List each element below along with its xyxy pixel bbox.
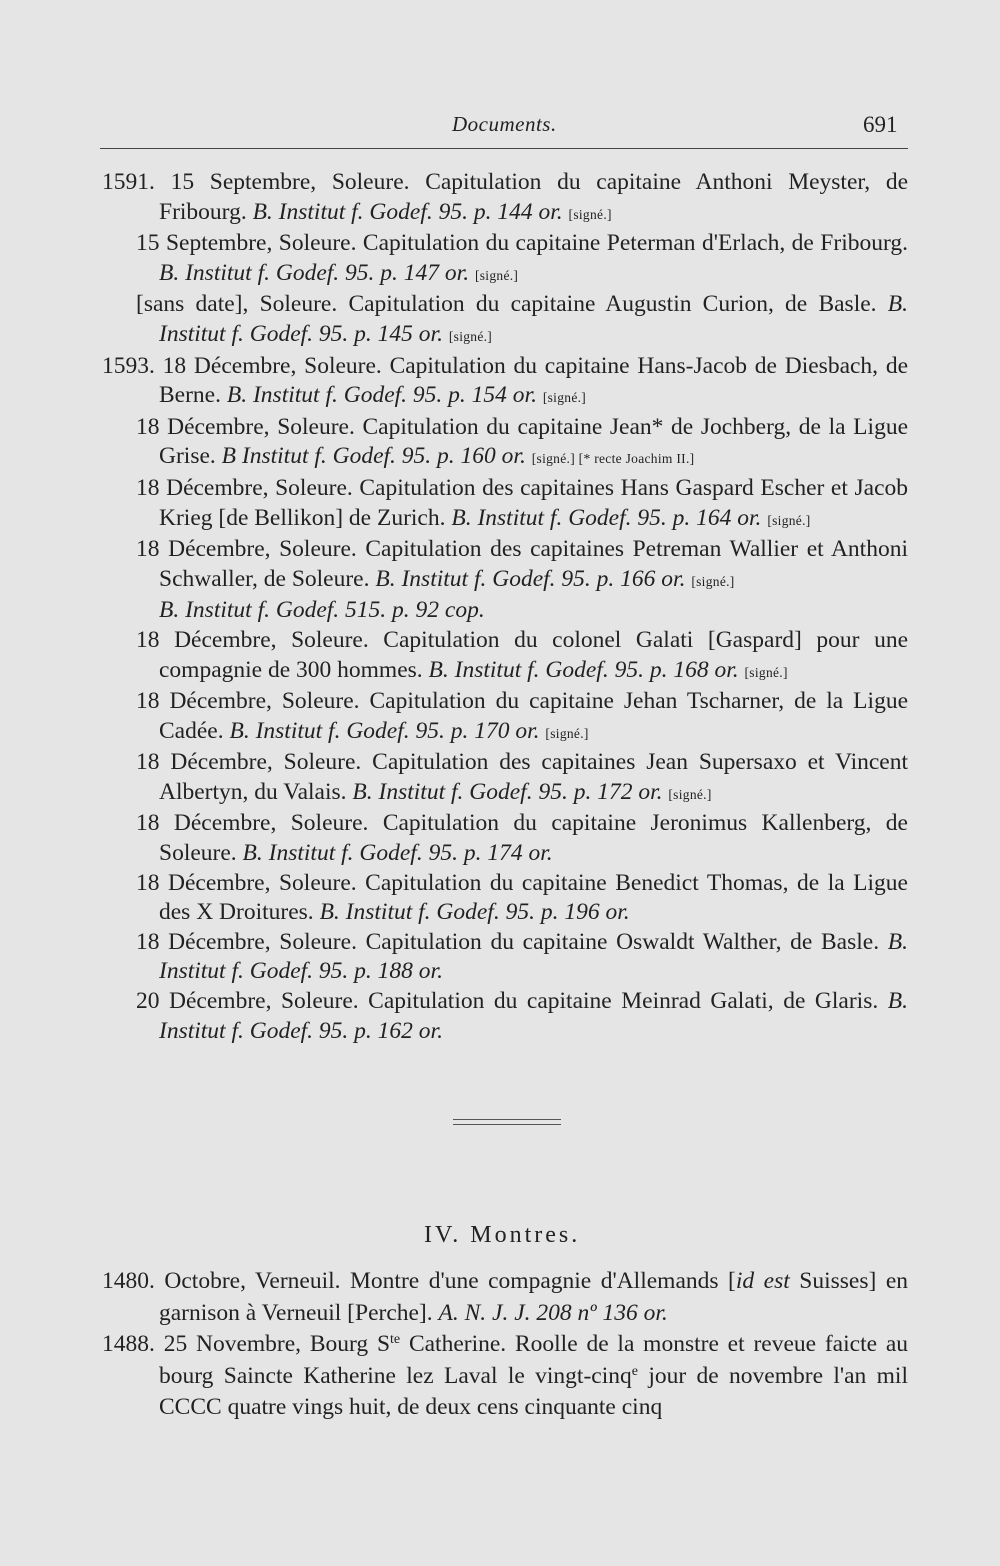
montres-entry: [102, 1329, 908, 1424]
entry-reference: B. Institut f. Godef. 95. p. 168 or.: [428, 656, 739, 683]
document-entry: [102, 413, 908, 474]
entry-text: 18 Décembre, Soleure. Capitulation du colonel Galati [Gaspard] pour une compagnie de 300 hommes.: [136, 626, 908, 683]
entry-text: [sans date], Soleure. Capitulation du capitaine Augustin Curion, de Basle.: [136, 291, 877, 318]
entry-text: 18 Décembre, Soleure. Capitulation du capitaine Jeronimus Kallenberg, de Soleure.: [136, 810, 908, 867]
document-entry: [102, 229, 908, 290]
entry-reference: B. Institut f. Godef. 95. p. 172 or.: [352, 778, 663, 805]
entry-italic: id est: [735, 1268, 790, 1294]
entry-reference: B. Institut f. Godef. 95. p. 188 or.: [159, 928, 909, 985]
superscript: e: [631, 1363, 638, 1379]
entry-note: [signé.] [* recte Joachim II.]: [531, 451, 695, 467]
entry-year: 1591.: [102, 169, 155, 195]
entry-reference: B. Institut f. Godef. 95. p. 170 or.: [229, 717, 540, 744]
entry-reference: B. Institut f. Godef. 95. p. 174 or.: [242, 840, 553, 867]
section-divider: [453, 1119, 561, 1125]
document-entry: [102, 687, 908, 748]
entry-year: 1593.: [102, 352, 155, 379]
entry-text: 15 Septembre, Soleure. Capitulation du capitaine Anthoni Meyster, de Fribourg.: [159, 169, 909, 225]
entry-text: 18 Décembre, Soleure. Capitulation des capitaines Hans Gaspard Escher et Jacob Krieg [de Bellikon] de Zurich.: [136, 474, 908, 531]
entry-reference: B. Institut f. Godef. 515. p. 92 cop.: [159, 597, 485, 624]
header-rule: [100, 148, 908, 149]
entry-note: [signé.]: [545, 725, 589, 741]
entry-text: 18 Décembre, Soleure. Capitulation du capitaine Jehan Tscharner, de la Ligue Cadée.: [136, 688, 908, 744]
running-header-title: Documents.: [452, 112, 557, 136]
entry-reference: A. N. J. J. 208 nº 136 or.: [438, 1299, 668, 1326]
entry-reference: B. Institut f. Godef. 95. p. 162 or.: [159, 988, 908, 1044]
document-entry: [102, 809, 908, 868]
entry-text-cont: jour de novembre l'an mil CCCC quatre vings huit, de deux cens cinquante cinq: [159, 1362, 908, 1420]
document-entry: [102, 626, 908, 687]
entry-reference: B. Institut f. Godef. 95. p. 164 or.: [451, 504, 762, 531]
entry-reference: B. Institut f. Godef. 95. p. 147 or.: [159, 259, 470, 286]
document-entry: [102, 869, 908, 928]
entry-text: 20 Décembre, Soleure. Capitulation du capitaine Meinrad Galati, de Glaris.: [136, 988, 879, 1015]
entry-reference: B. Institut f. Godef. 95. p. 196 or.: [319, 899, 630, 926]
entry-note: [signé.]: [767, 512, 811, 528]
entry-note: [signé.]: [448, 328, 493, 344]
entry-note: [signé.]: [691, 573, 735, 589]
superscript: te: [390, 1332, 401, 1347]
entry-year: 1480.: [102, 1268, 155, 1294]
entry-text: 25 Novembre, Bourg S: [163, 1331, 391, 1357]
entry-note: [signé.]: [568, 206, 612, 222]
entry-reference: B Institut f. Godef. 95. p. 160 or.: [221, 443, 526, 470]
entry-list: [102, 168, 908, 1046]
document-entry: [102, 987, 908, 1046]
entry-text: 18 Décembre, Soleure. Capitulation du capitaine Oswaldt Walther, de Basle.: [136, 928, 880, 955]
section-title: IV. Montres.: [424, 1222, 581, 1248]
entry-text: 18 Décembre, Soleure. Capitulation des capitaines Petreman Wallier et Anthoni Schwaller, de Soleure.: [136, 536, 908, 592]
document-entry: [102, 748, 908, 809]
document-entry: [102, 535, 908, 626]
entry-text-cont: Suisses] en garnison à Verneuil [Perche].: [159, 1268, 908, 1326]
entry-text: 18 Décembre, Soleure. Capitulation du capitaine Benedict Thomas, de la Ligue des X Droitures.: [136, 869, 908, 926]
entry-reference: B. Institut f. Godef. 95. p. 166 or.: [375, 565, 686, 592]
montres-entry: [102, 1266, 908, 1329]
document-entry: [102, 474, 908, 535]
page-number: 691: [863, 112, 898, 137]
document-entry: [102, 928, 908, 987]
entry-note: [signé.]: [668, 786, 712, 802]
entry-text-cont: Catherine. Roolle de la monstre et reveue faicte au bourg Saincte Katherine lez Laval le vingt-cinq: [159, 1331, 909, 1389]
document-entry: [102, 352, 908, 413]
entry-reference: B. Institut f. Godef. 95. p. 144 or.: [252, 198, 563, 225]
entry-note: [signé.]: [474, 267, 519, 283]
document-entry: [102, 290, 908, 351]
entry-text: Octobre, Verneuil. Montre d'une compagnie d'Allemands [: [164, 1268, 736, 1294]
entry-note: [signé.]: [542, 390, 587, 406]
entry-reference: B. Institut f. Godef. 95. p. 145 or.: [159, 291, 908, 347]
entry-text: 18 Décembre, Soleure. Capitulation du capitaine Hans-Jacob de Diesbach, de Berne.: [159, 352, 909, 409]
entry-text: 15 Septembre, Soleure. Capitulation du capitaine Peterman d'Erlach, de Fribourg.: [136, 230, 908, 257]
entry-text: 18 Décembre, Soleure. Capitulation des capitaines Jean Supersaxo et Vincent Albertyn, du Valais.: [136, 749, 908, 805]
entry-note: [signé.]: [744, 664, 788, 680]
entry-year: 1488.: [102, 1331, 155, 1357]
entry-text: 18 Décembre, Soleure. Capitulation du capitaine Jean* de Jochberg, de la Ligue Grise.: [136, 413, 908, 470]
entry-reference: B. Institut f. Godef. 95. p. 154 or.: [226, 382, 537, 409]
document-entry: [102, 168, 908, 229]
montres-list: [102, 1266, 908, 1424]
